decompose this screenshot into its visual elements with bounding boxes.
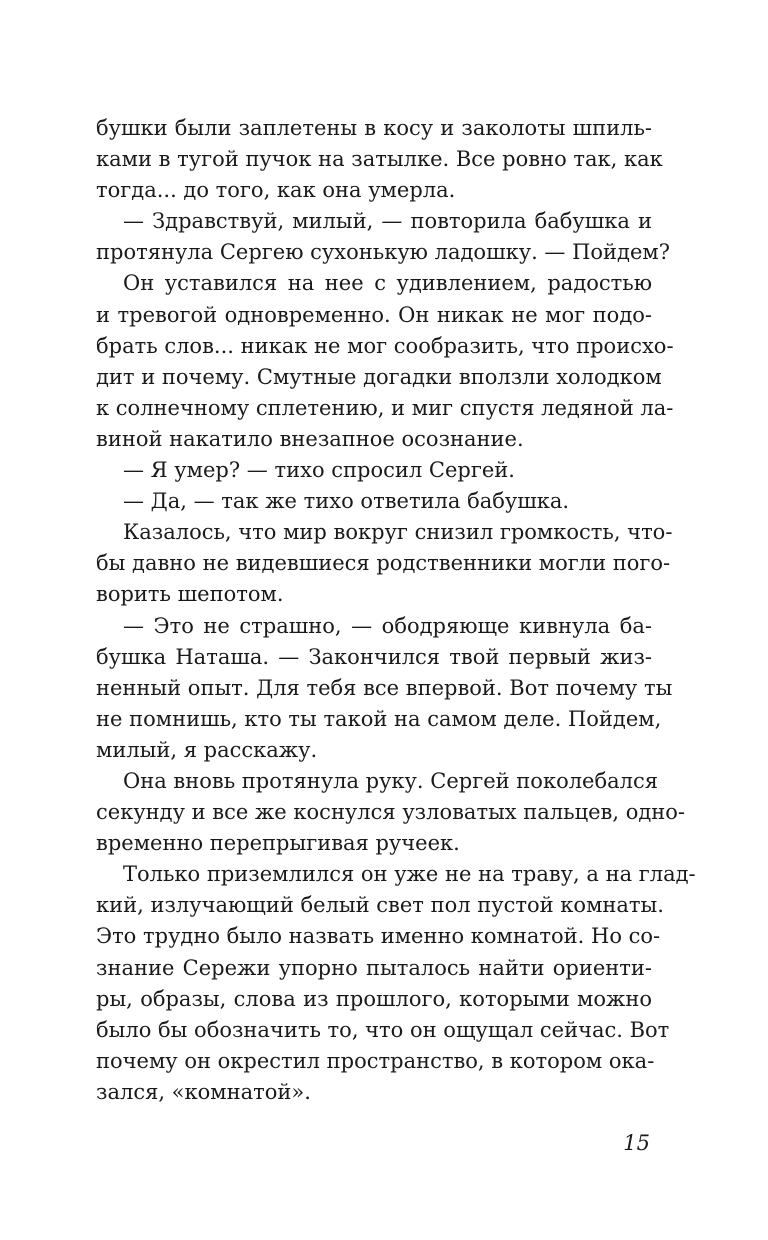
text-line: протянула Сергею сухонькую ладошку. — Пойдем? bbox=[96, 240, 671, 265]
text-line: знание Сережи упорно пыталось найти ориенти- bbox=[96, 955, 652, 980]
text-line: к солнечному сплетению, и миг спустя ледяной ла- bbox=[96, 395, 674, 420]
text-line: бушки были заплетены в косу и заколоты шпиль- bbox=[96, 116, 652, 140]
text-line: зался, «комнатой». bbox=[96, 1079, 311, 1104]
body-text bbox=[96, 113, 696, 1108]
text-line: ками в тугой пучок на затылке. Все ровно так, как bbox=[96, 147, 663, 172]
text-line: — Здравствуй, милый, — повторила бабушка и bbox=[123, 209, 652, 234]
text-line: кий, излучающий белый свет пол пустой комнаты. bbox=[96, 893, 664, 918]
text-line: было бы обозначить то, что он ощущал сейчас. Вот bbox=[96, 1017, 670, 1042]
text-line: виной накатило внезапное осознание. bbox=[96, 426, 524, 451]
text-line: ненный опыт. Для тебя все впервой. Вот почему ты bbox=[96, 675, 673, 700]
text-line: тогда... до того, как она умерла. bbox=[96, 178, 456, 203]
text-line: ворить шепотом. bbox=[96, 582, 284, 607]
text-line: дит и почему. Смутные догадки вползли холодком bbox=[96, 364, 662, 389]
text-line: — Да, — так же тихо ответила бабушка. bbox=[123, 489, 570, 514]
text-line: ры, образы, слова из прошлого, которыми можно bbox=[96, 986, 652, 1011]
text-line: Это трудно было назвать именно комнатой. Но со- bbox=[96, 924, 661, 949]
text-line: и тревогой одновременно. Он никак не мог подо- bbox=[96, 302, 652, 327]
text-line: почему он окрестил пространство, в котором ока- bbox=[96, 1048, 655, 1073]
text-line: — Это не страшно, — ободряюще кивнула ба- bbox=[123, 613, 652, 638]
text-line: секунду и все же коснулся узловатых пальцев, одно- bbox=[96, 800, 686, 825]
text-line: Он уставился на нее с удивлением, радостью bbox=[123, 271, 652, 296]
text-line: временно перепрыгивая ручеек. bbox=[96, 831, 460, 856]
text-line: брать слов... никак не мог сообразить, что происхо- bbox=[96, 333, 674, 358]
text-line: Она вновь протянула руку. Сергей поколебался bbox=[123, 768, 658, 793]
text-line: — Я умер? — тихо спросил Сергей. bbox=[123, 458, 515, 483]
page-number: 15 bbox=[623, 1131, 650, 1155]
text-line: не помнишь, кто ты такой на самом деле. Пойдем, bbox=[96, 706, 662, 731]
text-line: бы давно не видевшиеся родственники могли пого- bbox=[96, 551, 671, 576]
text-line: бушка Наташа. — Закончился твой первый жиз- bbox=[96, 644, 652, 669]
text-line: Только приземлился он уже не на траву, а на глад- bbox=[123, 862, 696, 887]
text-line: Казалось, что мир вокруг снизил громкость, что- bbox=[123, 520, 673, 545]
text-line: милый, я расскажу. bbox=[96, 737, 318, 762]
